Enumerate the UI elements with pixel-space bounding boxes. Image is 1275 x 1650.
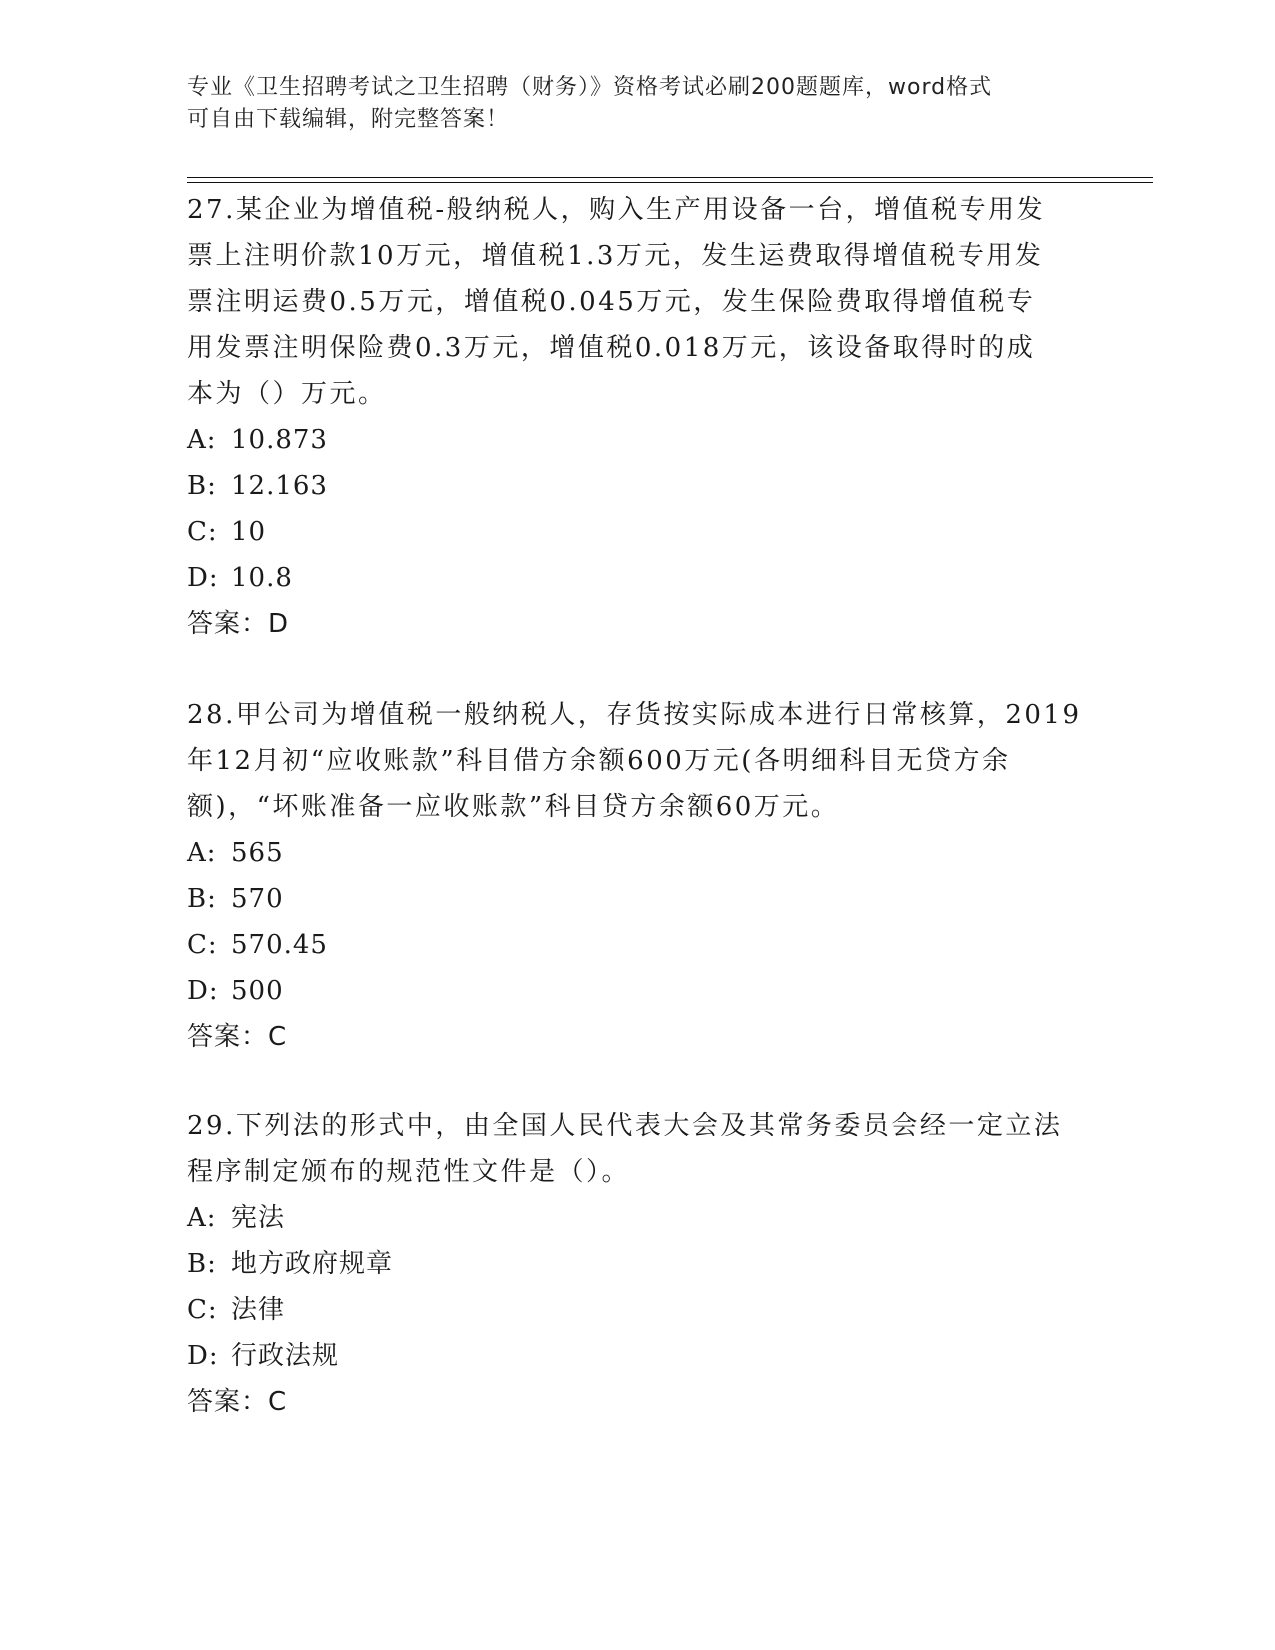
option-letter: A: (187, 838, 217, 868)
header-line-2: 可自由下载编辑，附完整答案！ (187, 107, 510, 132)
option-text: 570 (231, 884, 284, 914)
option-text: 行政法规 (231, 1341, 340, 1371)
option-c (187, 922, 1087, 968)
answer-label: 答案：D (187, 609, 290, 639)
option-b (187, 1241, 1087, 1287)
option-b (187, 876, 1087, 922)
header-divider-bottom (187, 182, 1153, 183)
option-text: 565 (231, 838, 284, 868)
option-letter: A: (187, 425, 217, 455)
question-stem-line: 用发票注明保险费0.3万元，增值税0.018万元，该设备取得时的成 (187, 333, 1036, 363)
question-27 (187, 187, 1087, 647)
option-letter: C: (187, 1295, 218, 1325)
option-c (187, 509, 1087, 555)
option-text: 法律 (231, 1295, 286, 1325)
option-text: 宪法 (231, 1203, 286, 1233)
question-stem-line: 票注明运费0.5万元，增值税0.045万元，发生保险费取得增值税专 (187, 287, 1036, 317)
option-text: 10.873 (231, 425, 328, 455)
option-d (187, 555, 1087, 601)
option-text: 10 (231, 517, 267, 547)
question-stem-line: 程序制定颁布的规范性文件是（）。 (187, 1157, 631, 1187)
option-b (187, 463, 1087, 509)
option-text: 570.45 (231, 930, 328, 960)
option-text: 500 (231, 976, 284, 1006)
option-text: 10.8 (231, 563, 293, 593)
answer-label: 答案：C (187, 1022, 288, 1052)
option-letter: D: (187, 1341, 219, 1371)
answer-label: 答案：C (187, 1387, 288, 1417)
option-letter: C: (187, 517, 218, 547)
option-a (187, 1195, 1087, 1241)
option-letter: D: (187, 563, 219, 593)
question-stem-line: 本为（）万元。 (187, 379, 387, 409)
option-text: 12.163 (231, 471, 328, 501)
question-28 (187, 692, 1087, 1060)
option-letter: A: (187, 1203, 217, 1233)
question-stem-line: 28.甲公司为增值税一般纳税人，存货按实际成本进行日常核算，2019 (187, 700, 1082, 730)
option-a (187, 417, 1087, 463)
option-text: 地方政府规章 (231, 1249, 394, 1279)
question-stem-line: 年12月初“应收账款”科目借方余额600万元(各明细科目无贷方余 (187, 746, 1011, 776)
option-d (187, 968, 1087, 1014)
question-stem-line: 27.某企业为增值税-般纳税人，购入生产用设备一台，增值税专用发 (187, 195, 1046, 225)
document-header (187, 72, 1067, 136)
option-a (187, 830, 1087, 876)
option-letter: B: (187, 884, 217, 914)
option-letter: D: (187, 976, 219, 1006)
question-29 (187, 1103, 1087, 1425)
question-stem-line: 额)，“坏账准备一应收账款”科目贷方余额60万元。 (187, 792, 840, 822)
option-letter: B: (187, 1249, 217, 1279)
question-stem-line: 29.下列法的形式中，由全国人民代表大会及其常务委员会经一定立法 (187, 1111, 1063, 1141)
option-c (187, 1287, 1087, 1333)
header-divider-top (187, 177, 1153, 178)
header-line-1: 专业《卫生招聘考试之卫生招聘（财务）》资格考试必刷200题题库，word格式 (187, 75, 993, 100)
question-stem-line: 票上注明价款10万元，增值税1.3万元，发生运费取得增值税专用发 (187, 241, 1044, 271)
option-d (187, 1333, 1087, 1379)
option-letter: C: (187, 930, 218, 960)
option-letter: B: (187, 471, 217, 501)
